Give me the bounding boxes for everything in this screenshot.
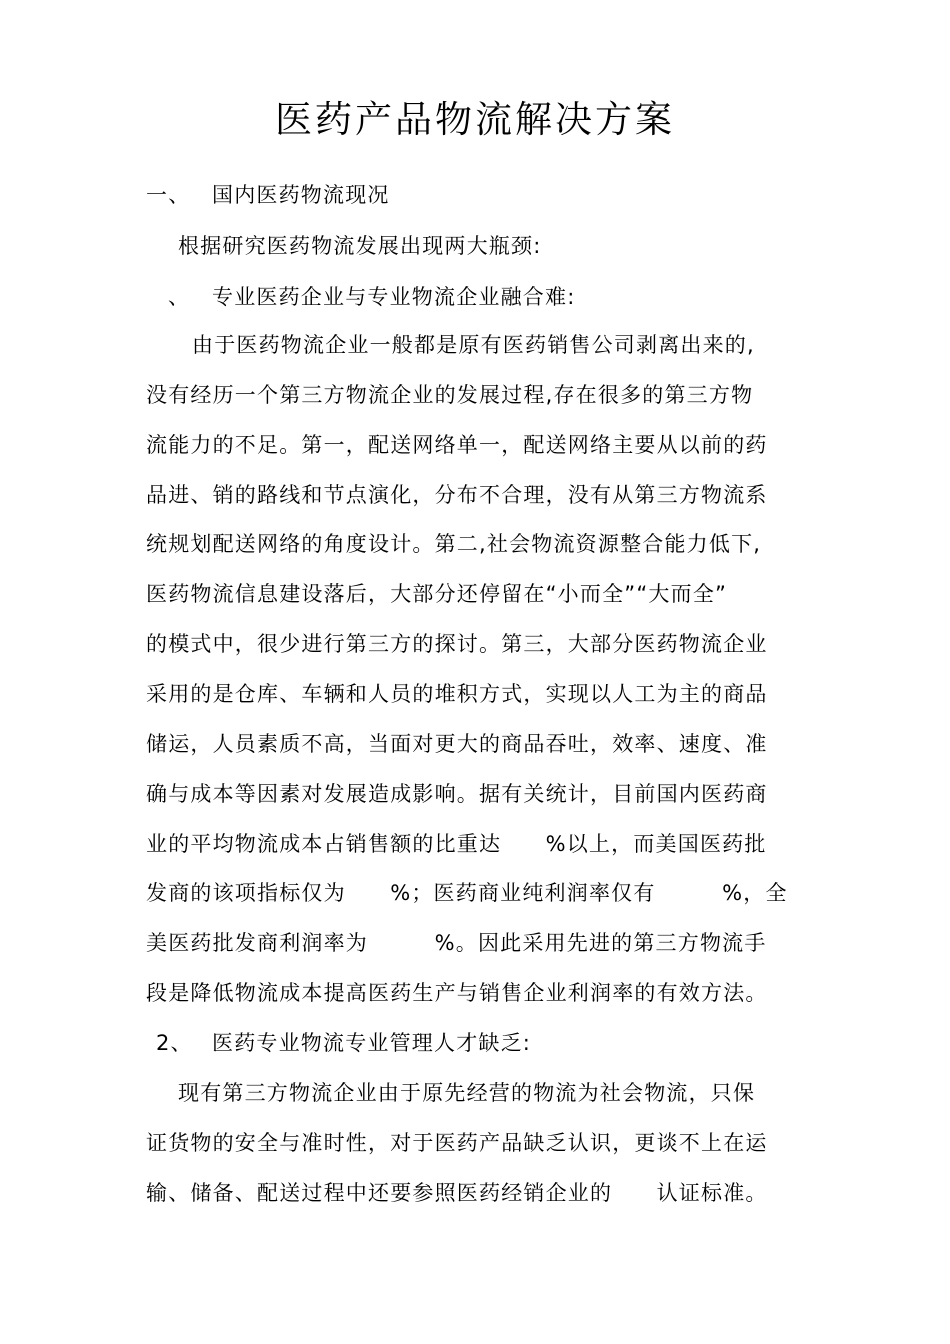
intro-text: 根据研究医药物流发展出现两大瓶颈: [178,234,542,258]
subsection-number: 2、 [156,1031,193,1055]
paragraph-line: 医药物流信息建设落后，大部分还停留在“小而全”“大而全” [146,582,728,606]
paragraph-line: 业的平均物流成本占销售额的比重达 %以上，而美国医药批 [146,832,767,856]
paragraph-line: 段是降低物流成本提高医药生产与销售企业利润率的有效方法。 [146,981,768,1005]
paragraph-line: 证货物的安全与准时性，对于医药产品缺乏认识，更谈不上在运 [146,1131,768,1155]
paragraph-line: 的模式中，很少进行第三方的探讨。第三，大部分医药物流企业 [146,632,768,656]
paragraph-line: 输、储备、配送过程中还要参照医药经销企业的 认证标准。 [146,1181,768,1205]
paragraph-line: 没有经历一个第三方物流企业的发展过程,存在很多的第三方物 [146,383,754,407]
subsection-title: 专业医药企业与专业物流企业融合难: [212,285,576,309]
section-number: 一、 [146,183,191,207]
section-heading-1 [146,180,826,210]
paragraph-line: 品进、销的路线和节点演化，分布不合理，没有从第三方物流系 [146,483,768,507]
subsection-title: 医药专业物流专业管理人才缺乏: [212,1031,532,1055]
paragraph-line: 统规划配送网络的角度设计。第二,社会物流资源整合能力低下, [146,532,762,556]
subsection-number: 、 [168,285,191,309]
paragraph-line: 现有第三方物流企业由于原先经营的物流为社会物流，只保 [178,1081,756,1105]
section-title: 国内医药物流现况 [212,183,390,207]
paragraph-line: 流能力的不足。第一，配送网络单一，配送网络主要从以前的药 [146,433,768,457]
subsection-heading-1 [146,282,826,312]
paragraph-line: 储运，人员素质不高，当面对更大的商品吞吐，效率、速度、准 [146,732,768,756]
paragraph-line: 美医药批发商利润率为 %。因此采用先进的第三方物流手 [146,931,767,955]
document-title: 医药产品物流解决方案 [275,98,675,141]
paragraph-line: 由于医药物流企业一般都是原有医药销售公司剥离出来的, [192,333,755,357]
paragraph-line: 确与成本等因素对发展造成影响。据有关统计，目前国内医药商 [146,782,768,806]
paragraph-line: 采用的是仓库、车辆和人员的堆积方式，实现以人工为主的商品 [146,682,768,706]
subsection-heading-2 [146,1028,826,1058]
paragraph-line: 发商的该项指标仅为 %；医药商业纯利润率仅有 %，全 [146,881,788,905]
